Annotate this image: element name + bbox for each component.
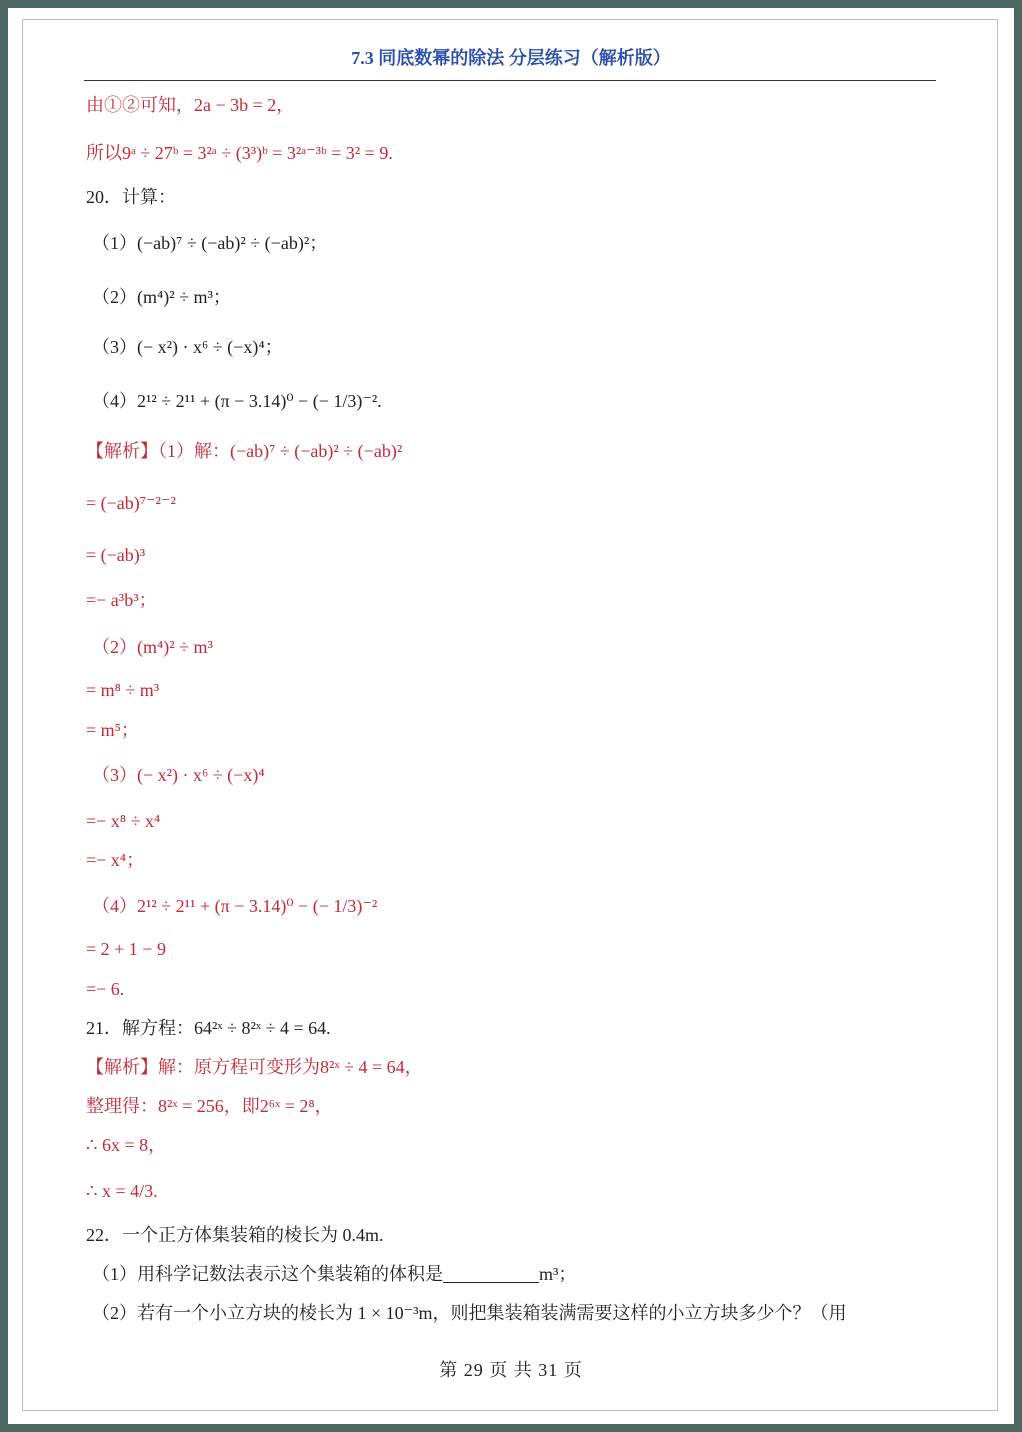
solution-step: =− x⁴； — [86, 850, 145, 870]
solution-20-part-2: （2）(m⁴)² ÷ m³ — [92, 637, 213, 657]
page-title: 7.3 同底数幂的除法 分层练习（解析版） — [351, 48, 671, 68]
solution-step: = (−ab)⁷⁻²⁻² — [86, 493, 176, 513]
text-line: 由①②可知，2a − 3b = 2， — [86, 95, 295, 115]
unit-label: m³； — [539, 1264, 577, 1284]
header-divider — [84, 80, 936, 81]
solution-step: = 2 + 1 − 9 — [86, 939, 166, 959]
answer-blank — [443, 1264, 539, 1283]
solution-step: =− x⁸ ÷ x⁴ — [86, 811, 161, 831]
question-22-part-2: （2）若有一个小立方块的棱长为 1 × 10⁻³m，则把集装箱装满需要这样的小立方块多少个？（用 — [92, 1303, 847, 1323]
solution-step: = m⁵； — [86, 720, 139, 740]
page-footer: 第 29 页 共 31 页 — [439, 1360, 583, 1380]
solution-20-part-1: 【解析】（1）解：(−ab)⁷ ÷ (−ab)² ÷ (−ab)² — [86, 441, 403, 461]
solution-20-part-3: （3）(− x²) · x⁶ ÷ (−x)⁴ — [92, 765, 265, 785]
solution-step: ∴ 6x = 8， — [86, 1135, 167, 1155]
text-line: 所以9ᵃ ÷ 27ᵇ = 3²ᵃ ÷ (3³)ᵇ = 3²ᵃ⁻³ᵇ = 3² = 9. — [86, 143, 393, 163]
question-22-part-1 — [92, 1262, 576, 1286]
solution-step: = m⁸ ÷ m³ — [86, 680, 160, 700]
solution-20-part-4: （4）2¹² ÷ 2¹¹ + (π − 3.14)⁰ − (− 1/3)⁻² — [92, 896, 378, 916]
question-20-part-4: （4）2¹² ÷ 2¹¹ + (π − 3.14)⁰ − (− 1/3)⁻². — [92, 391, 382, 411]
question-20-part-2: （2）(m⁴)² ÷ m³； — [92, 287, 231, 307]
solution-step: =− 6. — [86, 979, 125, 999]
question-21: 21．解方程：64²ˣ ÷ 8²ˣ ÷ 4 = 64. — [86, 1018, 331, 1038]
solution-step: = (−ab)³ — [86, 545, 146, 565]
solution-21: 【解析】解：原方程可变形为8²ˣ ÷ 4 = 64， — [86, 1057, 423, 1077]
question-20: 20．计算： — [86, 187, 176, 207]
question-22-part-1-text: （1）用科学记数法表示这个集装箱的体积是 — [92, 1264, 443, 1284]
solution-step: 整理得：8²ˣ = 256，即2⁶ˣ = 2⁸， — [86, 1096, 333, 1116]
solution-step: ∴ x = 4/3. — [86, 1181, 158, 1201]
solution-step: =− a³b³； — [86, 590, 157, 610]
page-border — [22, 19, 998, 1411]
question-20-part-3: （3）(− x²) · x⁶ ÷ (−x)⁴； — [92, 337, 283, 357]
question-22: 22．一个正方体集装箱的棱长为 0.4m. — [86, 1225, 384, 1245]
question-20-part-1: （1）(−ab)⁷ ÷ (−ab)² ÷ (−ab)²； — [92, 233, 328, 253]
